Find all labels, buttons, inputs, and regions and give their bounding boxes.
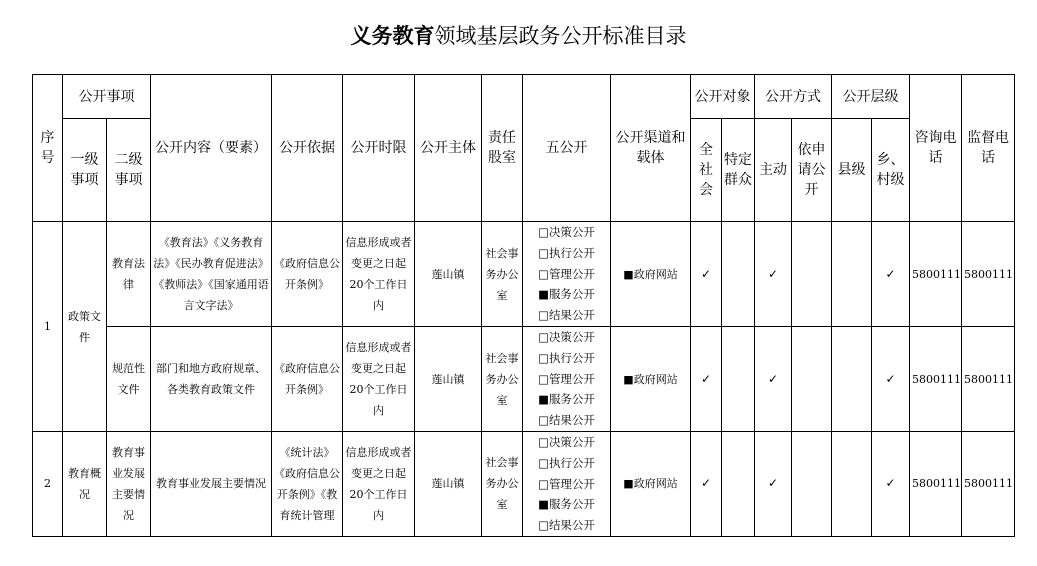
cell-tier-county <box>832 222 872 327</box>
five-option-2 <box>525 243 608 264</box>
header-content: 公开内容（要素） <box>151 75 272 222</box>
cell-tier-town: ✓ <box>872 222 910 327</box>
cell-level1: 政策文件 <box>63 222 107 432</box>
header-level1: 一级事项 <box>63 119 107 222</box>
five-option-label: 服务公开 <box>548 392 595 407</box>
five-option-label: 结果公开 <box>548 413 595 428</box>
five-option-4 <box>525 389 608 410</box>
cell-seq: 1 <box>33 222 63 432</box>
checked-box-icon: ■ <box>538 497 549 512</box>
five-option-3 <box>525 264 608 285</box>
five-option-label: 执行公开 <box>548 245 595 260</box>
cell-method-apply <box>792 432 832 537</box>
header-consult: 咨询电话 <box>910 75 962 222</box>
header-seq: 序号 <box>33 75 63 222</box>
header-channel: 公开渠道和载体 <box>611 75 691 222</box>
cell-five <box>523 327 611 432</box>
five-option-label: 服务公开 <box>548 497 595 512</box>
header-items: 公开事项 <box>63 75 151 119</box>
cell-consult: 5800111 <box>910 432 962 537</box>
five-option-3 <box>525 369 608 390</box>
cell-target-specific <box>722 222 755 327</box>
cell-channel: ■政府网站 <box>611 432 691 537</box>
unchecked-box-icon: □ <box>538 476 549 491</box>
unchecked-box-icon: □ <box>538 245 549 260</box>
table-row <box>33 432 1015 537</box>
unchecked-box-icon: □ <box>538 350 549 365</box>
cell-dept: 社会事务办公室 <box>482 432 523 537</box>
cell-channel: ■政府网站 <box>611 222 691 327</box>
five-option-label: 管理公开 <box>548 371 595 386</box>
five-option-label: 决策公开 <box>548 435 595 449</box>
cell-method-active: ✓ <box>755 327 792 432</box>
unchecked-box-icon: □ <box>538 266 549 281</box>
page-title <box>0 20 1037 52</box>
cell-channel: ■政府网站 <box>611 327 691 432</box>
cell-subject: 莲山镇 <box>415 432 482 537</box>
cell-target-all: ✓ <box>691 432 722 537</box>
five-option-label: 决策公开 <box>548 225 595 239</box>
checked-box-icon: ■ <box>538 392 549 407</box>
header-method-apply: 依申请公开 <box>792 119 832 222</box>
cell-method-apply <box>792 327 832 432</box>
cell-supervise: 5800111 <box>962 327 1015 432</box>
cell-five <box>523 432 611 537</box>
cell-target-specific <box>722 327 755 432</box>
cell-level1: 教育概况 <box>63 432 107 537</box>
header-method-active: 主动 <box>755 119 792 222</box>
five-option-label: 结果公开 <box>548 518 595 533</box>
cell-content: 《教育法》《义务教育法》《民办教育促进法》《教师法》《国家通用语言文字法》 <box>151 222 272 327</box>
header-level2: 二级事项 <box>107 119 151 222</box>
table-row <box>33 222 1015 327</box>
five-option-label: 服务公开 <box>548 287 595 302</box>
header-target-all: 全社会 <box>691 119 722 222</box>
cell-level2: 教育事业发展主要情况 <box>107 432 151 537</box>
header-basis: 公开依据 <box>272 75 343 222</box>
five-option-1 <box>525 327 608 348</box>
header-dept: 责任股室 <box>482 75 523 222</box>
cell-basis: 《政府信息公开条例》 <box>272 222 343 327</box>
cell-content: 部门和地方政府规章、各类教育政策文件 <box>151 327 272 432</box>
table-row <box>33 327 1015 432</box>
cell-level2: 教育法律 <box>107 222 151 327</box>
title-bold: 义务教育 <box>350 24 435 48</box>
five-option-label: 决策公开 <box>548 330 595 344</box>
five-option-label: 结果公开 <box>548 308 595 323</box>
cell-method-apply <box>792 222 832 327</box>
checked-box-icon: ■ <box>538 287 549 302</box>
header-subject: 公开主体 <box>415 75 482 222</box>
five-option-2 <box>525 348 608 369</box>
unchecked-box-icon: □ <box>538 413 549 428</box>
cell-consult: 5800111 <box>910 327 962 432</box>
header-target: 公开对象 <box>691 75 755 119</box>
five-option-label: 管理公开 <box>548 476 595 491</box>
five-option-2 <box>525 453 608 474</box>
cell-dept: 社会事务办公室 <box>482 327 523 432</box>
cell-dept: 社会事务办公室 <box>482 222 523 327</box>
five-option-label: 执行公开 <box>548 455 595 470</box>
cell-target-all: ✓ <box>691 222 722 327</box>
cell-target-all: ✓ <box>691 327 722 432</box>
cell-tier-town: ✓ <box>872 432 910 537</box>
cell-tier-town: ✓ <box>872 327 910 432</box>
cell-seq: 2 <box>33 432 63 537</box>
cell-five <box>523 222 611 327</box>
cell-method-active: ✓ <box>755 432 792 537</box>
unchecked-box-icon: □ <box>538 518 549 533</box>
cell-time-limit: 信息形成或者变更之日起20个工作日内 <box>343 432 415 537</box>
unchecked-box-icon: □ <box>538 225 549 239</box>
header-tier: 公开层级 <box>832 75 910 119</box>
cell-supervise: 5800111 <box>962 432 1015 537</box>
title-rest: 领域基层政务公开标准目录 <box>434 24 687 48</box>
five-option-label: 管理公开 <box>548 266 595 281</box>
unchecked-box-icon: □ <box>538 455 549 470</box>
cell-subject: 莲山镇 <box>415 327 482 432</box>
cell-content: 教育事业发展主要情况 <box>151 432 272 537</box>
standard-catalog-table <box>32 74 1015 537</box>
cell-time-limit: 信息形成或者变更之日起20个工作日内 <box>343 327 415 432</box>
cell-consult: 5800111 <box>910 222 962 327</box>
cell-basis: 《政府信息公开条例》 <box>272 327 343 432</box>
five-option-5 <box>525 410 608 431</box>
header-target-specific: 特定群众 <box>722 119 755 222</box>
cell-tier-county <box>832 327 872 432</box>
cell-basis: 《统计法》《政府信息公开条例》《教育统计管理 <box>272 432 343 537</box>
five-option-1 <box>525 432 608 453</box>
cell-level2: 规范性文件 <box>107 327 151 432</box>
five-option-4 <box>525 284 608 305</box>
five-option-3 <box>525 474 608 495</box>
unchecked-box-icon: □ <box>538 330 549 344</box>
header-method: 公开方式 <box>755 75 832 119</box>
unchecked-box-icon: □ <box>538 435 549 449</box>
cell-subject: 莲山镇 <box>415 222 482 327</box>
five-option-label: 执行公开 <box>548 350 595 365</box>
five-option-1 <box>525 222 608 243</box>
cell-supervise: 5800111 <box>962 222 1015 327</box>
cell-time-limit: 信息形成或者变更之日起20个工作日内 <box>343 222 415 327</box>
header-five: 五公开 <box>523 75 611 222</box>
five-option-5 <box>525 515 608 536</box>
cell-method-active: ✓ <box>755 222 792 327</box>
header-supervise: 监督电话 <box>962 75 1015 222</box>
cell-target-specific <box>722 432 755 537</box>
header-tier-town: 乡、村级 <box>872 119 910 222</box>
header-time-limit: 公开时限 <box>343 75 415 222</box>
unchecked-box-icon: □ <box>538 308 549 323</box>
five-option-4 <box>525 494 608 515</box>
header-tier-county: 县级 <box>832 119 872 222</box>
five-option-5 <box>525 305 608 326</box>
unchecked-box-icon: □ <box>538 371 549 386</box>
cell-tier-county <box>832 432 872 537</box>
